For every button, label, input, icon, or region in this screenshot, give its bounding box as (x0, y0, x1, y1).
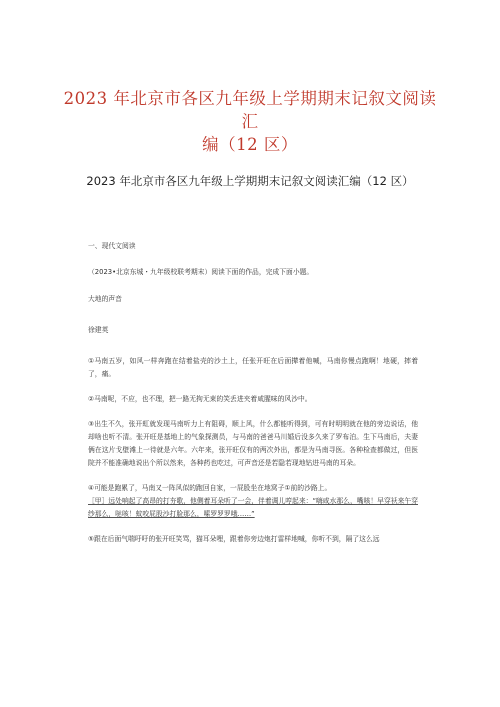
paragraph-2: ②马南呢，不应，也不理，把一路无拘无束的笑丢进夹着咸腥味的风沙中。 (88, 395, 312, 403)
paragraph-4 (88, 482, 418, 521)
document-title: 2023 年北京市各区九年级上学期期末记叙文阅读汇编（12 区） (86, 174, 414, 188)
red-title-line-2: 编（12 区） (202, 135, 298, 154)
red-title (60, 87, 440, 156)
document-body (88, 240, 418, 558)
paragraph-4-marked-section: ［甲］远处响起了高昂的打夯歌，他侧着耳朵听了一会，伴着调儿哼起来：“嗨咸水那么，嘴咳！早穿袄来午穿纱那么，哒咳！蚊咬屁股沙打脸那么，嗦罗罗罗哦……” (88, 497, 418, 518)
red-title-line-1: 2023 年北京市各区九年级上学期期末记叙文阅读汇 (63, 89, 437, 131)
paragraph-4-line: ④可能是跑累了，马南又一阵风似的跑回自家，一屁股坐在地窝子①前的沙路上。 (88, 484, 332, 492)
source-line: （2023•北京东城・九年级校联考期末）阅读下面的作品，完成下面小题。 (88, 268, 314, 276)
paragraph-3: ③出生不久，张开虹就发现马南听力上有阻碍，顺上风，什么都能听得到，可有时明明就在他的旁边说话，他却啥也听不清。张开旺是基地上的气象探测员，与马南的爸爸马川婚后没多久来了罗布泊。生下马南后，夫妻俩在这片戈壁滩上一待就是六年。六年来，张开旺仅有的两次外出，都是为马南寻医。各种检查都做过，但医院并不能准确地说出个所以然来，各种药也吃过，可声音还是若隐若现地钻进马南的耳朵。 (88, 420, 418, 467)
paragraph-5: ⑤跟在后面气喘吁吁的张开旺笑骂，猫耳朵哩，跟着你旁边炮打雷样地喊，你听不到，隔了这么远 (88, 535, 380, 543)
paragraph-1: ①马南五岁，如风一样奔跑在结着盐壳的沙土上，任张开旺在后面撵着他喊，马南你慢点跑啊！地硬，摔着了，痛。 (88, 357, 418, 378)
article-title: 大地的声音 (88, 295, 122, 303)
article-author: 徐建英 (88, 326, 109, 334)
section-heading: 一、现代文阅读 (88, 242, 136, 250)
